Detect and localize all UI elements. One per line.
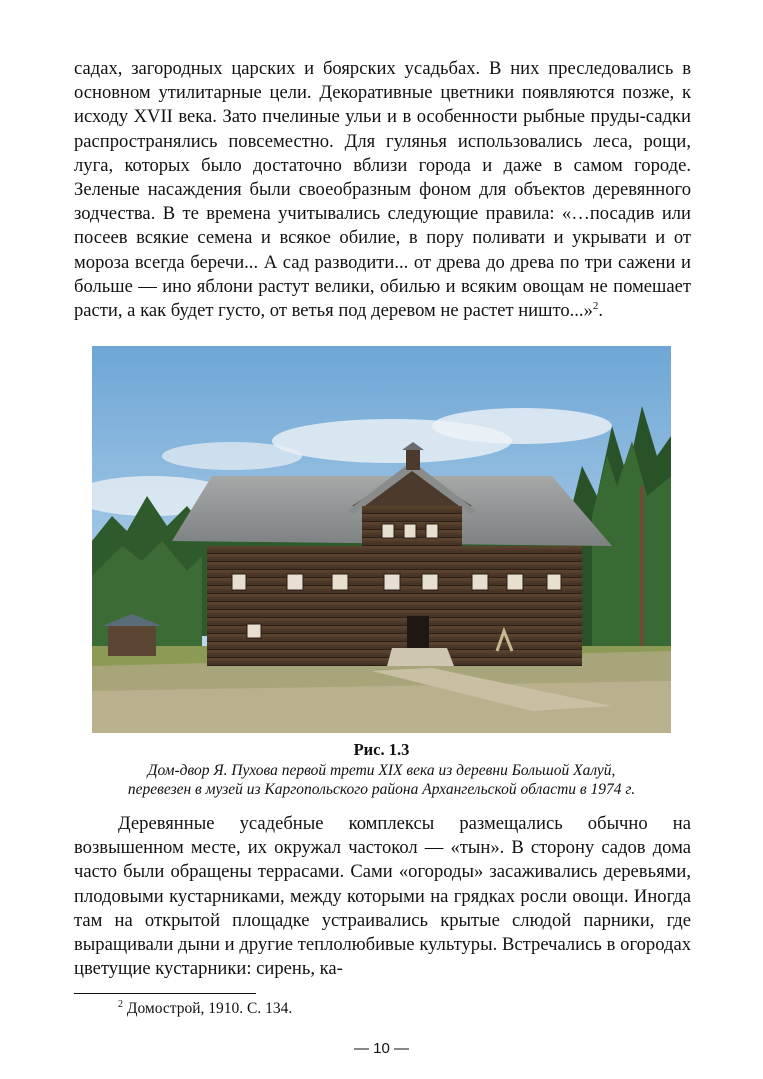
figure-caption-line-1: Дом-двор Я. Пухова первой трети XIX века из деревни Большой Халуй, xyxy=(147,762,616,779)
footnote xyxy=(118,1000,292,1018)
footnote-number: 2 xyxy=(118,998,123,1010)
figure-photo-wooden-house xyxy=(92,346,671,733)
footnote-divider xyxy=(74,993,256,994)
figure-label: Рис. 1.3 xyxy=(353,740,410,759)
paragraph-top-text: садах, загородных царских и боярских усадьбах. В них преследовались в основном утилитарные цели. Декоративные цветники появляются позже, к исходу XVII века. Зато пчелиные ульи и в особенности рыбные пруды-садки распространялись повсеместно. Для гулянья использовались леса, рощи, луга, которых было достаточно вблизи города и даже в самом городе. Зеленые насаждения были своеобразным фоном для объектов деревянного зодчества. В те времена учитывались следующие правила: «…посадив или посеев всякие семена и всякое обилие, в пору поливати и укрывати и от мороза всегда беречи... А сад разводити... от древа до древа по три сажени и больше — ино яблони растут велики, обилью и всяким овощам не помешает расти, а как будет густо, от ветья под деревом не растет ништо...» xyxy=(74,58,691,322)
figure-caption-line-2: перевезен в музей из Каргопольского района Архангельской области в 1974 г. xyxy=(127,781,636,798)
paragraph-top-end: . xyxy=(598,300,604,322)
paragraph-top xyxy=(74,57,691,323)
figure-caption xyxy=(0,761,763,799)
paragraph-bottom: Деревянные усадебные комплексы размещались обычно на возвышенном месте, их окружал частокол — «тын». В сторону садов дома часто были обращены террасами. Сами «огороды» засаживались деревьями, плодовыми кустарниками, между которыми на грядках росли овощи. Иногда там на открытой площадке устраивались крытые слюдой парники, где выращивали дыни и другие теплолюбивые культуры. Встречались в огородах цветущие кустарники: сирень, ка- xyxy=(74,813,691,980)
footnote-ref[interactable]: 2 xyxy=(592,299,599,312)
footnote-text: Домострой, 1910. С. 134. xyxy=(126,1000,293,1017)
page-number: — 10 — xyxy=(353,1040,410,1057)
